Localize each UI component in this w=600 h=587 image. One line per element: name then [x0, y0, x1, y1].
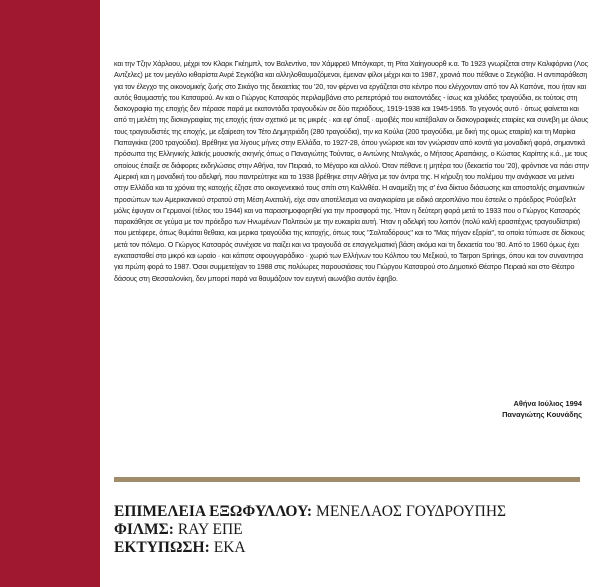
liner-notes-text: και την Τζην Χάρλοου, μέχρι τον Κλαρκ Γκέημπλ, τον Βαλεντίνο, τον Χάμφρεϋ Μπόγκαρτ, τη Ρίτα Χαίηγουορθ κ.α. Το 1923 γνωρίζεται στην Καλιφόρνια (Λος Αντζελες) με τον μεγάλο κιθαρίστα Ανρέ Σεγκόβια και αλληλοθαυμαζόμενοι, έμειναν φίλοι μέχρι και το 1987, χρονιά που πέθανε ο Σεγκόβια. Η αντιπαράθεση για τον έλεγχο της οικονομικής ζωής στο Σικάγο της δεκαετίας του '20, τον φέρνει να εργάζεται στο κέντρο που ελέγχονταν από τον Αλ Καπόνε, που ήταν και αυτός θαυμαστής του Κατσαρού. Αν και ο Γιώργος Κατσαρός περιλαμβάνει στο ρεπερτόριό του εκατοντάδες - ίσως και χιλιάδες τραγούδια, εκ τούτοις στη δισκογραφία της εποχής δεν πέρασε παρά με εκατοντάδα τραγουδιών σε δύο περιόδους, 1919-1938 και 1945-1955. Το γεγονός αυτό · όπως φαίνεται και από τη μελέτη της δισκογραφίας της εποχής ήταν σχετικό με τις μικρές · και εφ' όπαξ · αμοιβές που κατέβαλαν οι δισκογραφικές εταιρίες και συνεβη με όλους τους τραγουδιστές της εποχής, με εξαίρεση τον Τέτο Δημητριάδη (280 τραγούδια), την κα Κούλα (200 τραγούδια, με δική της ομως εταιρία) και τη Μαρίκα Παπαγκίκα (200 τραγούδια). Βρέθηκε για λίγους μήνες στην Ελλάδα, το 1927-28, όπου γνώρισε και τον γνώρισαν από κοντά για μοναδική φορά, σημαντικά πρόσωπα της Ελληνικής λαϊκής μουσικής σκηνής όπως ο Παναγιώτης Τούντας, ο Αντώνης Νταλγκάς, ο Μήτσος Αραπάκης, ο Κώστας Καρίπης κ.ά., με τους οποίους έπαιξε σε διάφορες εκδηλώσεις στην Αθήνα, τον Πειραιά, το Μέγαρο και αλλού. Όταν πέθανε η μητέρα του (δεκαετία του '20), φρόντισε να πάει στην Αμερική και η μοναδική του αδελφή, που παντρεύτηκε και το 1938 βρέθηκε στην Αθήνα με τον άντρα της. Η κήρυξη του πολέμου την ανάγκασε να μείνει στην Ελλάδα και τα χρόνια της κατοχής έζησε στο οικογενειακό τους σπίτι στη Καλλιθέα. Η αναμείξη της σ' ένα δίκτυο διάσωσης και αποστολής σημαντικών προσώπων των Αμερικανικού στρατού στη Μέση Ανατολή, είχε σαν αποτέλεσμα να αναγκαρίσει με ειδικό αεροπλάνο που έστειλε ο πρόεδρος Ρούσβελτ μόλις έφυγαν οι Γερμανοί (τέλος του 1944) και να παρασημοφορηθεί για την προσφορά της. Ήταν η δεύτερη φορά μετά το 1933 που ο Γιώργος Κατσαρός παρακάθησε σε γεύμα με τον πρόεδρο των Ηνωμένων Πολιτειών με την ευκαιρία αυτή. Ήταν η αδελφή του λοιπόν (πολύ καλή ερασιτέχνις τραγουδίστρια) που μετέφερε, όπως θυμάται θεθαια, και μερικα τραγούδια της κατοχής, όπως τους "Σαλταδόρους" και το "Μας πήγαν εξορία", τα οποία τύπωσε σε δίσκους μετά τον πόλεμο. Ο Γιώργος Κατσαρός συνέχισε να παίζει και να τραγουδά σε επαγγελματική βάση ακόμα και τη δεκαετία του '80. Από το 1960 όμως έχει εγκατασταθεί στο μικρό και ωραίο · και κάποτε σφουγγαράδικο · χωριό των Ελλήνων του Κόλπου του Μεξικού, το Tarpon Springs, όπου και τον συναντησα για πρώτη φορά το 1987. Όσοι συμμετείχαν το 1988 στις πολύωρες παρουσιάσεις του Γιώργου Κατσαρού στο Δημοτικό Θέατρο Πειραιά και στο Θέατρο δάσους στη Θεσσαλονίκη, δεν μπορεί παρά να θαυμάζουν τον ευγενή αιωνόβιο αυτόν έφηβο.: [114, 59, 589, 283]
credit-printing: [114, 539, 584, 557]
credit-label: ΕΚΤΥΠΩΣΗ:: [114, 539, 210, 556]
author-name: Παναγιώτης Κουνάδης: [502, 410, 582, 419]
credit-films: [114, 521, 584, 539]
credits-block: [114, 503, 584, 557]
credit-cover-design: [114, 503, 584, 521]
divider-rule: [114, 477, 580, 482]
red-spine-band: [0, 0, 100, 587]
credit-value: ΜΕΝΕΛΑΟΣ ΓΟΥΔΡΟΥΠΗΣ: [316, 503, 507, 520]
credit-value: RAY ΕΠΕ: [177, 521, 243, 538]
credit-label: ΦΙΛΜΣ:: [114, 521, 174, 538]
credit-label: ΕΠΙΜΕΛΕΙΑ ΕΞΩΦΥΛΛΟΥ:: [114, 503, 313, 520]
place-date: Αθήνα Ιούλιος 1994: [513, 399, 582, 408]
credit-value: ΕΚΑ: [213, 539, 246, 556]
